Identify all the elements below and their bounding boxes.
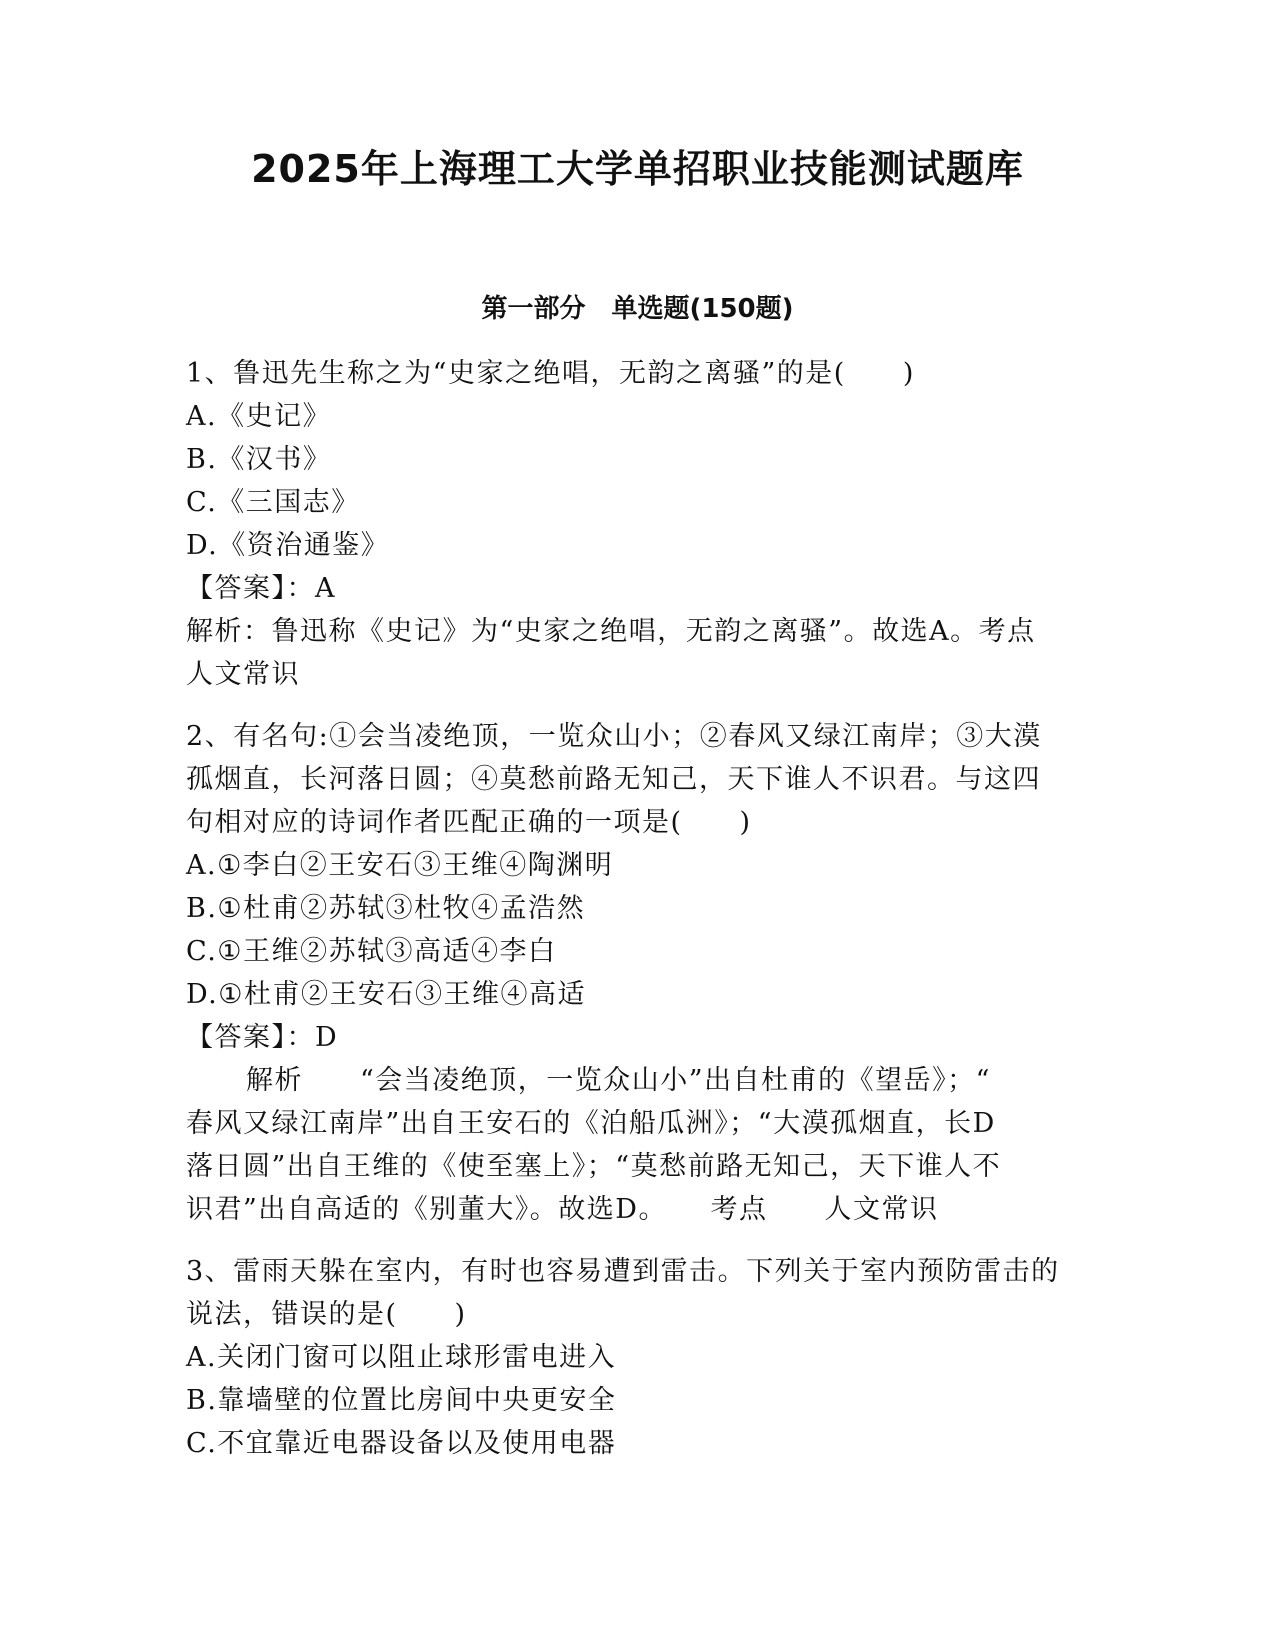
question-2 xyxy=(186,715,1086,1231)
question-stem: 3、雷雨天躲在室内，有时也容易遭到雷击。下列关于室内预防雷击的 xyxy=(186,1256,1060,1287)
option-c: C.①王维②苏轼③高适④李白 xyxy=(186,936,557,967)
question-list xyxy=(186,352,1086,1484)
option-a: A.关闭门窗可以阻止球形雷电进入 xyxy=(186,1342,617,1373)
page-title: 2025年上海理工大学单招职业技能测试题库 xyxy=(251,147,1024,191)
question-3 xyxy=(186,1250,1086,1465)
answer: 【答案】：A xyxy=(186,573,336,604)
option-a: A.①李白②王安石③王维④陶渊明 xyxy=(186,850,614,881)
question-1 xyxy=(186,352,1086,696)
option-b: B.《汉书》 xyxy=(186,444,332,475)
option-c: C.《三国志》 xyxy=(186,487,360,518)
question-stem: 说法，错误的是( ) xyxy=(186,1299,467,1330)
analysis-line: 人文常识 xyxy=(186,659,300,690)
section-heading: 第一部分 单选题(150题) xyxy=(481,294,794,324)
analysis-line: 春风又绿江南岸”出自王安石的《泊船瓜洲》；“大漠孤烟直，长D xyxy=(186,1108,996,1139)
option-d: D.①杜甫②王安石③王维④高适 xyxy=(186,979,586,1010)
option-a: A.《史记》 xyxy=(186,401,332,432)
analysis-line: 解析：鲁迅称《史记》为“史家之绝唱，无韵之离骚”。故选A。考点 xyxy=(186,616,1036,647)
question-stem: 1、鲁迅先生称之为“史家之绝唱，无韵之离骚”的是( ) xyxy=(186,358,915,389)
answer: 【答案】：D xyxy=(186,1022,339,1053)
option-b: B.①杜甫②苏轼③杜牧④孟浩然 xyxy=(186,893,586,924)
option-b: B.靠墙壁的位置比房间中央更安全 xyxy=(186,1385,617,1416)
question-stem: 2、有名句:①会当凌绝顶，一览众山小；②春风又绿江南岸；③大漠 xyxy=(186,721,1042,752)
option-c: C.不宜靠近电器设备以及使用电器 xyxy=(186,1428,617,1459)
option-d: D.《资治通鉴》 xyxy=(186,530,390,561)
analysis-line: 落日圆”出自王维的《使至塞上》；“莫愁前路无知己，天下谁人不 xyxy=(186,1151,1002,1182)
question-stem: 孤烟直，长河落日圆；④莫愁前路无知己，天下谁人不识君。与这四 xyxy=(186,764,1041,795)
analysis-line: 解析 “会当凌绝顶，一览众山小”出自杜甫的《望岳》；“ xyxy=(246,1065,991,1096)
question-stem: 句相对应的诗词作者匹配正确的一项是( ) xyxy=(186,807,752,838)
analysis-line: 识君”出自高适的《别董大》。故选D。 考点 人文常识 xyxy=(186,1194,939,1225)
